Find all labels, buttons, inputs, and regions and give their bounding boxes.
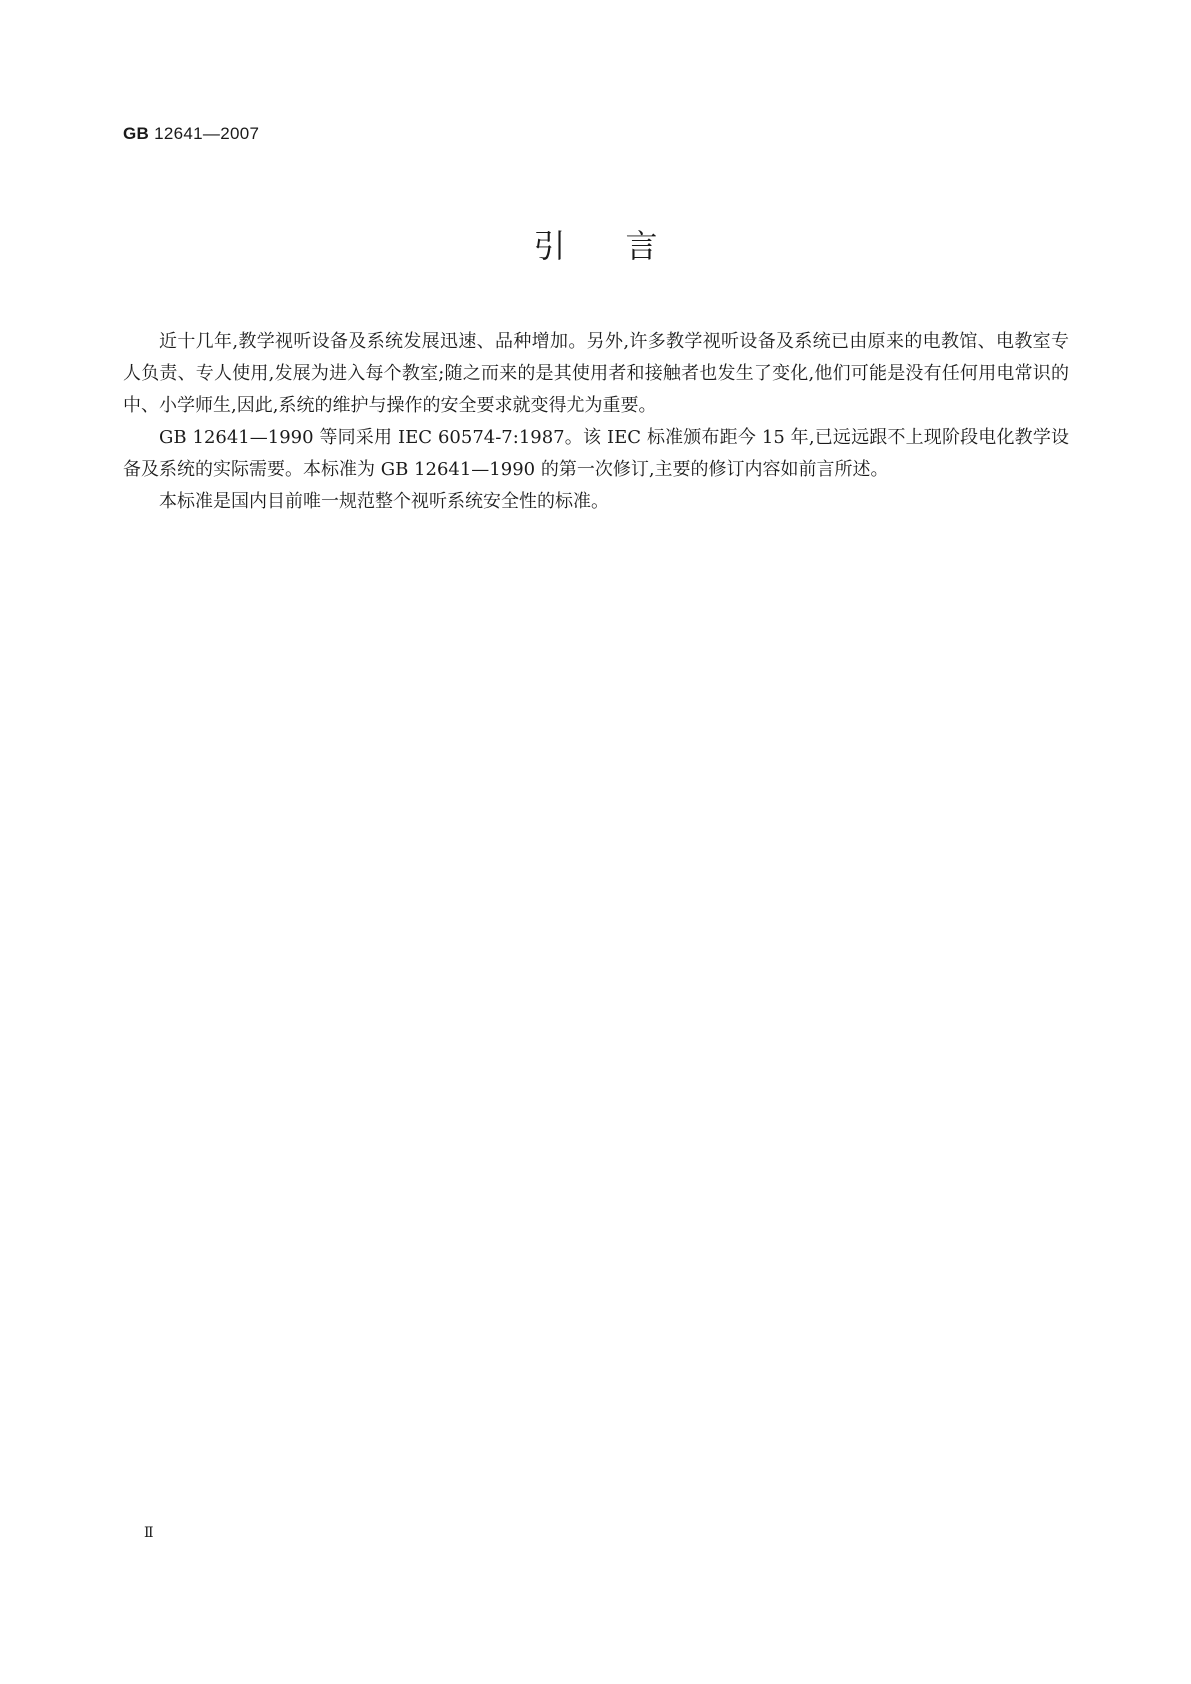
paragraph-2: GB 12641—1990 等同采用 IEC 60574-7:1987。该 IEC 标准颁布距今 15 年,已远远跟不上现阶段电化教学设备及系统的实际需要。本标准为 GB 12641—1990 的第一次修订,主要的修订内容如前言所述。 <box>123 427 1069 480</box>
standard-number: 12641—2007 <box>154 124 260 143</box>
standard-prefix: GB <box>123 124 150 143</box>
page-title: 引言 <box>533 227 718 265</box>
page-number: Ⅱ <box>144 1525 154 1541</box>
paragraph-3: 本标准是国内目前唯一规范整个视听系统安全性的标准。 <box>159 491 609 512</box>
document-body <box>123 326 1069 518</box>
standard-code-header <box>123 124 259 144</box>
paragraph-1: 近十几年,教学视听设备及系统发展迅速、品种增加。另外,许多教学视听设备及系统已由原来的电教馆、电教室专人负责、专人使用,发展为进入每个教室;随之而来的是其使用者和接触者也发生了变化,他们可能是没有任何用电常识的中、小学师生,因此,系统的维护与操作的安全要求就变得尤为重要。 <box>123 331 1069 416</box>
